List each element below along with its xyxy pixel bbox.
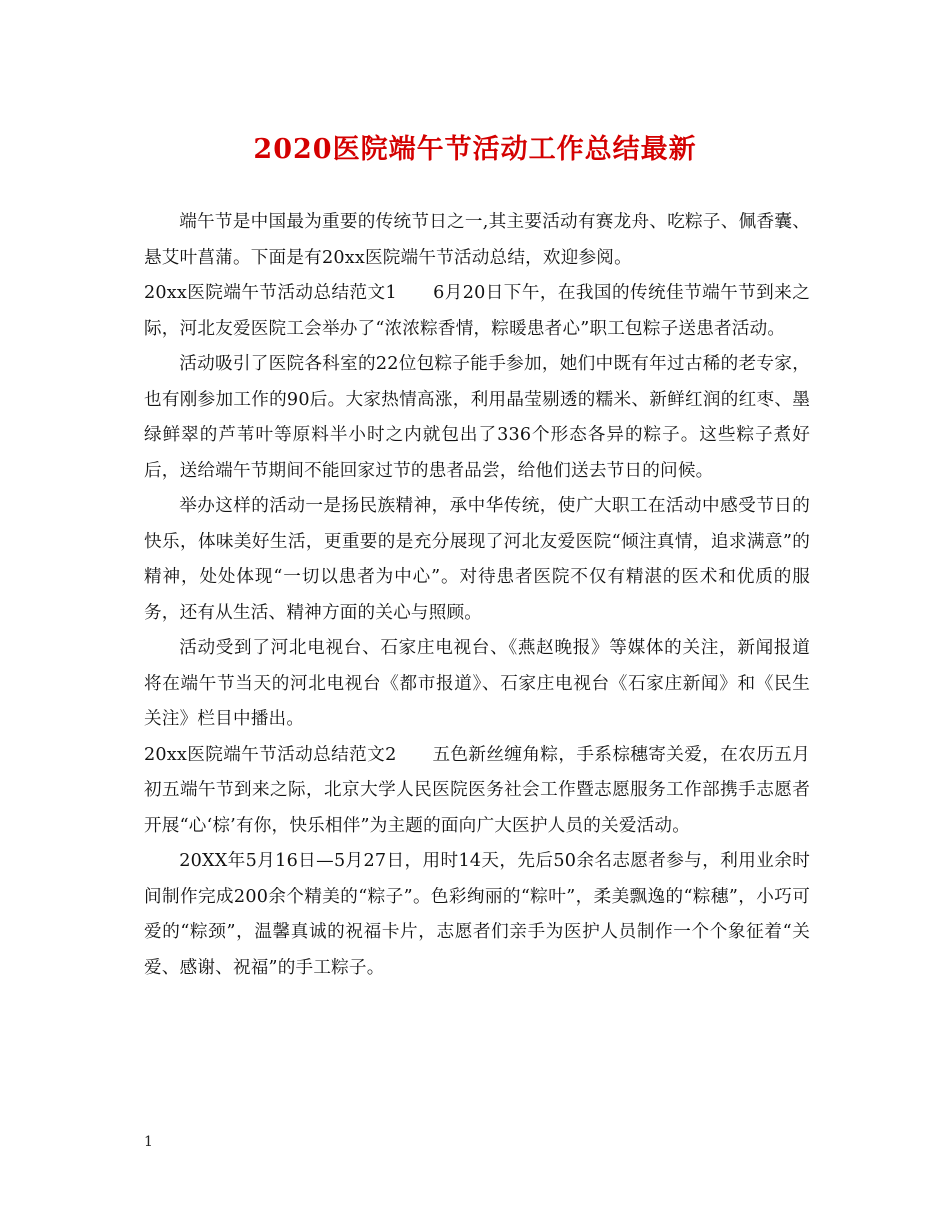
paragraph-text: 举办这样的活动一是扬民族精神，承中华传统，使广大职工在活动中感受节日的快乐，体味美好生活，更重要的是充分展现了河北友爱医院“倾注真情，追求满意”的精神，处处体现“一切以患者为中心”。对待患者医院不仅有精湛的医术和优质的服务，还有从生活、精神方面的关心与照顾。	[144, 496, 810, 623]
sample-heading-1: 20xx医院端午节活动总结范文1	[144, 283, 397, 303]
paragraph-text: 活动吸引了医院各科室的22位包粽子能手参加，她们中既有年过古稀的老专家，也有刚参加工作的90后。大家热情高涨，利用晶莹剔透的糯米、新鲜红润的红枣、墨绿鲜翠的芦苇叶等原料半小时之内就包出了336个形态各异的粽子。这些粽子煮好后，送给端午节期间不能回家过节的患者品尝，给他们送去节日的问候。	[144, 354, 810, 481]
paragraph-text: 五色新丝缠角粽，手系棕穗寄关爱，在农历五月初五端午节到来之际，北京大学人民医院医务社会工作暨志愿服务工作部携手志愿者开展“心‘棕’有你，快乐相伴”为主题的面向广大医护人员的关爱活动。	[144, 744, 810, 836]
paragraph-sample-1	[144, 276, 810, 347]
sample-heading-2: 20xx医院端午节活动总结范文2	[144, 744, 397, 765]
document-title: 2020医院端午节活动工作总结最新	[253, 134, 697, 165]
paragraph-text: 活动受到了河北电视台、石家庄电视台、《燕赵晚报》等媒体的关注，新闻报道将在端午节当天的河北电视台《都市报道》、石家庄电视台《石家庄新闻》和《民生关注》栏目中播出。	[144, 638, 810, 729]
paragraph-sample-2	[144, 738, 810, 845]
paragraph-intro	[144, 205, 810, 276]
document-body	[144, 205, 810, 986]
page-number: 1	[144, 1134, 153, 1150]
paragraph-text: 20XX年5月16日—5月27日，用时14天，先后50余名志愿者参与，利用业余时间制作完成200余个精美的“粽子”。色彩绚丽的“粽叶”，柔美飘逸的“粽穗”，小巧可爱的“粽颈”，温馨真诚的祝福卡片，志愿者们亲手为医护人员制作一个个象征着“关爱、感谢、祝福”的手工粽子。	[144, 851, 810, 978]
paragraph-text: 6月20日下午，在我国的传统佳节端午节到来之际，河北友爱医院工会举办了“浓浓粽香情，粽暖患者心”职工包粽子送患者活动。	[144, 283, 810, 339]
paragraph-text: 端午节是中国最为重要的传统节日之一,其主要活动有赛龙舟、吃粽子、佩香囊、悬艾叶菖蒲。下面是有20xx医院端午节活动总结，欢迎参阅。	[144, 212, 810, 268]
paragraph-purpose	[144, 489, 810, 631]
paragraph-volunteers	[144, 844, 810, 986]
paragraph-media	[144, 631, 810, 738]
paragraph-activity	[144, 347, 810, 489]
